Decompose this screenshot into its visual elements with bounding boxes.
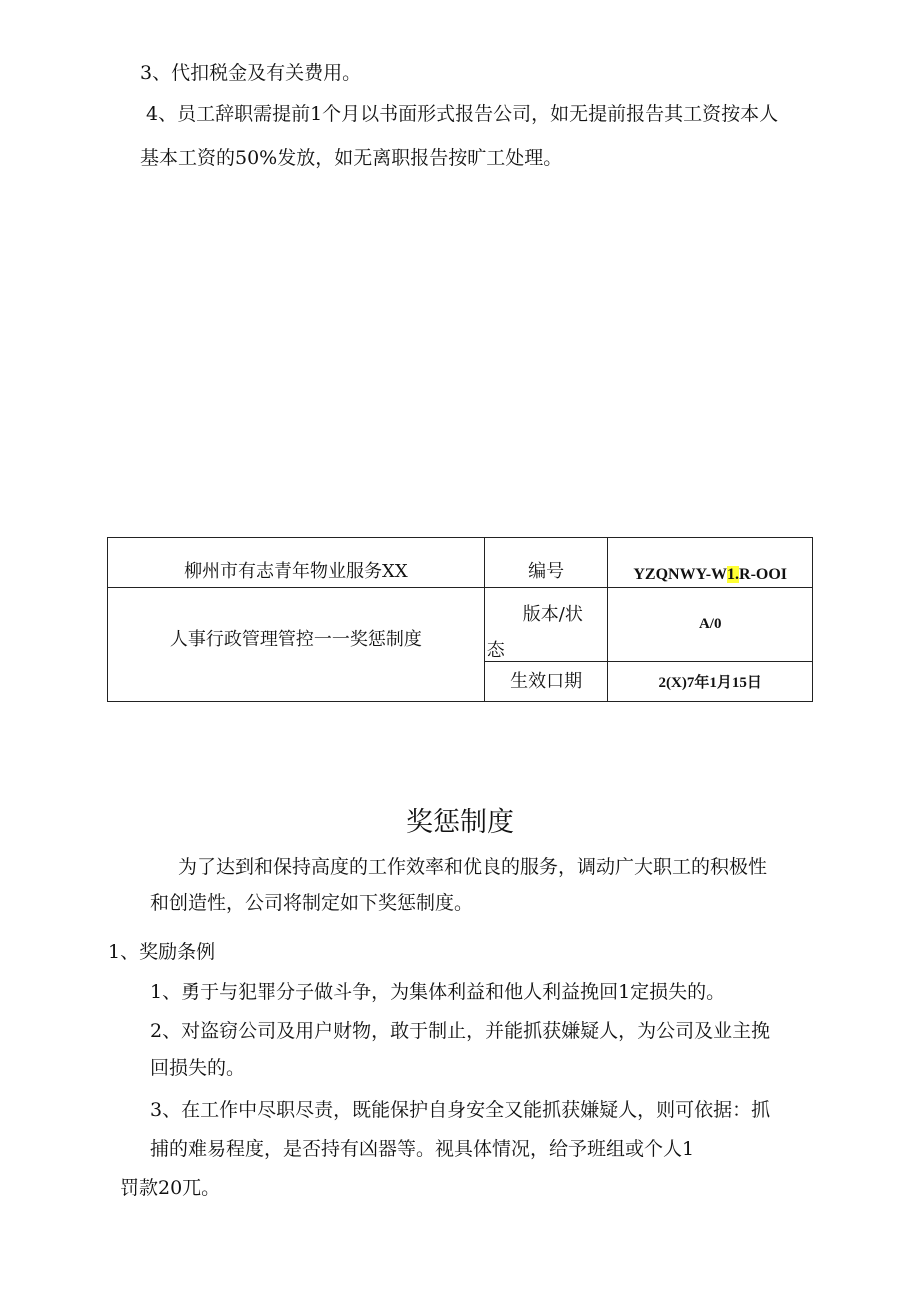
document-header-table bbox=[107, 537, 813, 702]
code-label: 编号 bbox=[484, 538, 608, 588]
reward-heading: 1、奖励条例 bbox=[108, 941, 216, 963]
section-title: 奖惩制度 bbox=[406, 807, 514, 838]
date-label: 生效口期 bbox=[484, 662, 608, 702]
resignation-item-4-line1: 4、员工辞职需提前1个月以书面形式报告公司，如无提前报告其工资按本人 bbox=[146, 103, 779, 125]
document-title: 人事行政管理管控一一奖惩制度 bbox=[169, 628, 422, 650]
reward-item-3-line1: 3、在工作中尽职尽责，既能保护自身安全又能抓获嫌疑人，则可依据：抓 bbox=[150, 1099, 771, 1121]
intro-line1: 为了达到和保持高度的工作效率和优良的服务，调动广大职工的积极性 bbox=[178, 856, 768, 878]
reward-item-3-line2: 捕的难易程度，是否持有凶器等。视具体情况，给予班组或个人1 bbox=[150, 1138, 695, 1160]
reward-item-2-line1: 2、对盗窃公司及用户财物，敢于制止，并能抓获嫌疑人，为公司及业主挽 bbox=[150, 1020, 771, 1042]
reward-item-3-line3: 罚款20兀。 bbox=[120, 1177, 221, 1199]
reward-item-1: 1、勇于与犯罪分子做斗争，为集体利益和他人利益挽回1定损失的。 bbox=[150, 981, 726, 1003]
date-value: 2(X)7年1月15日 bbox=[608, 662, 813, 702]
version-value: A/0 bbox=[608, 588, 813, 662]
code-value-part1: YZQNWY-W bbox=[633, 566, 728, 583]
reward-item-2-line2: 回损失的。 bbox=[150, 1057, 246, 1079]
version-label-cell bbox=[484, 588, 608, 662]
intro-line2: 和创造性，公司将制定如下奖惩制度。 bbox=[150, 892, 474, 914]
code-value bbox=[608, 538, 813, 588]
resignation-item-4-line2: 基本工资的50%发放，如无离职报告按旷工处理。 bbox=[140, 147, 563, 169]
company-name: 柳州市有志青年物业服务XX bbox=[108, 538, 485, 588]
document-title-cell bbox=[108, 588, 485, 702]
code-value-highlight: 1. bbox=[727, 566, 740, 583]
version-label-line1: 版本/状 bbox=[522, 604, 583, 625]
deduction-item-3: 3、代扣税金及有关费用。 bbox=[140, 62, 362, 84]
code-value-part2: R-OOI bbox=[739, 566, 788, 583]
version-label-line2: 态 bbox=[486, 640, 505, 661]
